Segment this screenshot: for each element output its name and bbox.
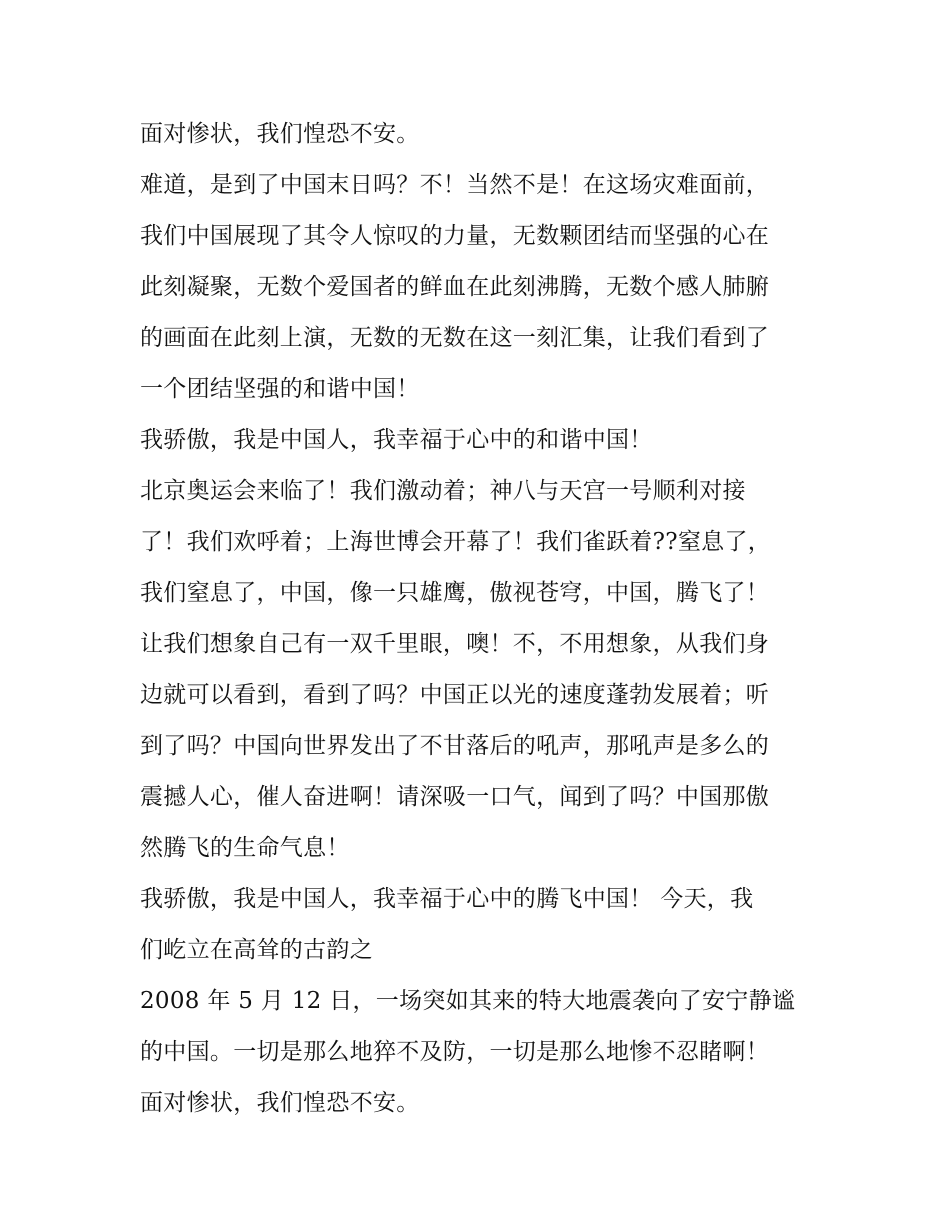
text-line: 的画面在此刻上演，无数的无数在这一刻汇集，让我们看到了: [140, 325, 770, 351]
document-body: [140, 109, 820, 1129]
text-line: 我们中国展现了其令人惊叹的力量，无数颗团结而坚强的心在: [140, 223, 770, 249]
text-line: 我骄傲，我是中国人，我幸福于心中的和谐中国！: [140, 427, 653, 453]
text-line: 们屹立在高耸的古韵之: [140, 937, 373, 963]
text-line: 让我们想象自己有一双千里眼，噢！不，不用想象，从我们身: [140, 631, 770, 657]
text-line: 然腾飞的生命气息！: [140, 835, 350, 861]
text-line: 的中国。一切是那么地猝不及防，一切是那么地惨不忍睹啊！: [140, 1039, 770, 1065]
text-line: 边就可以看到，看到了吗？中国正以光的速度蓬勃发展着；听: [140, 682, 770, 708]
text-line: 震撼人心，催人奋进啊！请深吸一口气，闻到了吗？中国那傲: [140, 784, 770, 810]
text-line: 难道，是到了中国末日吗？不！当然不是！在这场灾难面前，: [140, 172, 770, 198]
text-line: 面对惨状，我们惶恐不安。: [140, 1090, 420, 1116]
text-line: 我们窒息了，中国，像一只雄鹰，傲视苍穹，中国，腾飞了！: [140, 580, 770, 606]
text-line: 此刻凝聚，无数个爱国者的鲜血在此刻沸腾，无数个感人肺腑: [140, 274, 770, 300]
text-line: 到了吗？中国向世界发出了不甘落后的吼声，那吼声是多么的: [140, 733, 770, 759]
text-line: 我骄傲，我是中国人，我幸福于心中的腾飞中国！ 今天，我: [140, 886, 754, 912]
text-line: 了！我们欢呼着；上海世博会开幕了！我们雀跃着??窒息了，: [140, 529, 772, 555]
text-line: 2008 年 5 月 12 日，一场突如其来的特大地震袭向了安宁静谧: [140, 988, 796, 1014]
text-line: 北京奥运会来临了！我们激动着；神八与天宫一号顺利对接: [140, 478, 746, 504]
text-line: 一个团结坚强的和谐中国！: [140, 376, 420, 402]
text-line: 面对惨状，我们惶恐不安。: [140, 121, 420, 147]
